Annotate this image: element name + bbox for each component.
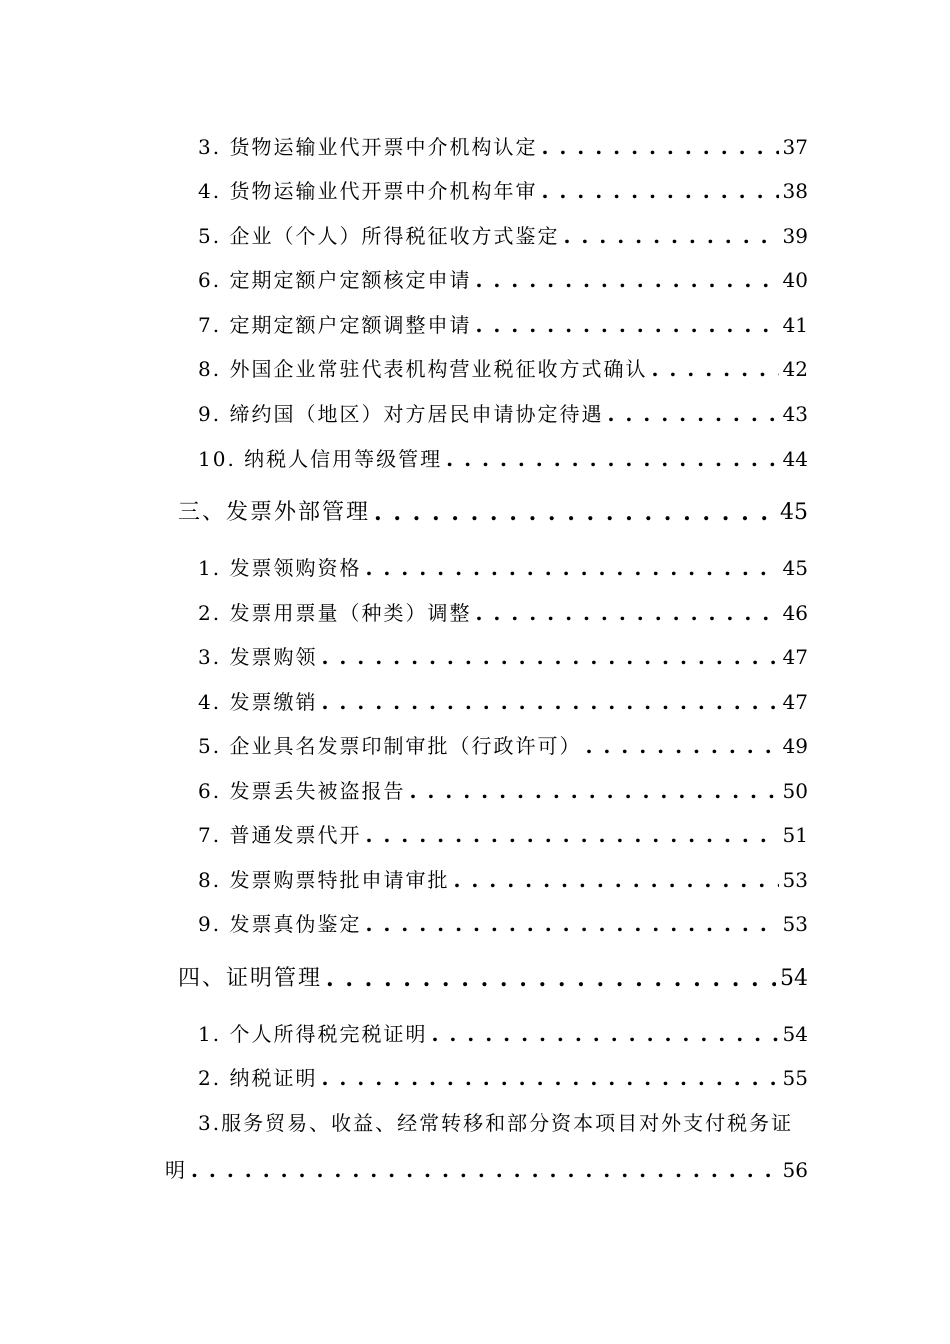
toc-entry-page: 47 bbox=[782, 645, 808, 669]
toc-section-heading[interactable] bbox=[178, 964, 808, 994]
toc-entry-page: 56 bbox=[782, 1158, 808, 1182]
toc-entry-page: 42 bbox=[782, 357, 808, 381]
toc-entry-label: 10. 纳税人信用等级管理 bbox=[198, 447, 443, 471]
dot-leader bbox=[651, 354, 778, 384]
toc-entry[interactable] bbox=[198, 444, 808, 474]
toc-entry[interactable] bbox=[198, 687, 808, 717]
dot-leader bbox=[446, 444, 778, 474]
toc-entry[interactable] bbox=[198, 642, 808, 672]
toc-entry-label: 1. 个人所得税完税证明 bbox=[198, 1022, 428, 1046]
toc-entry-page: 55 bbox=[782, 1066, 808, 1090]
toc-entry-page: 53 bbox=[782, 868, 808, 892]
toc-entry[interactable] bbox=[198, 399, 808, 429]
toc-entry-wrapped-first-line[interactable]: 3.服务贸易、收益、经常转移和部分资本项目对外支付税务证 bbox=[198, 1111, 794, 1135]
dot-leader bbox=[541, 132, 778, 162]
dot-leader bbox=[541, 176, 778, 206]
toc-entry-label: 3. 发票购领 bbox=[198, 645, 318, 669]
toc-entry-label: 明 bbox=[165, 1158, 187, 1182]
toc-entry-label: 5. 企业（个人）所得税征收方式鉴定 bbox=[198, 224, 560, 248]
dot-leader bbox=[365, 553, 778, 583]
toc-entry-label: 7. 普通发票代开 bbox=[198, 823, 362, 847]
dot-leader bbox=[191, 1155, 779, 1185]
dot-leader bbox=[585, 731, 778, 761]
toc-entry-page: 50 bbox=[782, 779, 808, 803]
toc-entry[interactable] bbox=[198, 909, 808, 939]
toc-entry[interactable] bbox=[198, 553, 808, 583]
dot-leader bbox=[409, 776, 778, 806]
dot-leader bbox=[365, 909, 778, 939]
toc-entry[interactable] bbox=[198, 265, 808, 295]
toc-entry[interactable] bbox=[198, 731, 808, 761]
toc-entry-label: 9. 缔约国（地区）对方居民申请协定待遇 bbox=[198, 402, 604, 426]
toc-entry[interactable] bbox=[198, 1019, 808, 1049]
toc-section-page: 45 bbox=[780, 500, 808, 525]
dot-leader bbox=[607, 399, 778, 429]
toc-entry-page: 43 bbox=[782, 402, 808, 426]
toc-entry[interactable] bbox=[198, 221, 808, 251]
toc-entry-page: 41 bbox=[782, 313, 808, 337]
dot-leader bbox=[321, 687, 778, 717]
toc-entry[interactable] bbox=[198, 820, 808, 850]
toc-section-label: 四、证明管理 bbox=[178, 966, 323, 991]
toc-entry-page: 53 bbox=[782, 912, 808, 936]
toc-entry-label: 5. 企业具名发票印制审批（行政许可） bbox=[198, 734, 582, 758]
toc-entry-label: 8. 发票购票特批申请审批 bbox=[198, 868, 450, 892]
toc-entry-page: 51 bbox=[782, 823, 808, 847]
toc-entry-label: 1. 发票领购资格 bbox=[198, 556, 362, 580]
toc-entry[interactable] bbox=[198, 1063, 808, 1093]
toc-entry[interactable] bbox=[198, 132, 808, 162]
toc-entry-label: 2. 纳税证明 bbox=[198, 1066, 318, 1090]
toc-entry-page: 45 bbox=[782, 556, 808, 580]
toc-entry-page: 46 bbox=[782, 601, 808, 625]
dot-leader bbox=[374, 498, 776, 528]
toc-section-label: 三、发票外部管理 bbox=[178, 500, 371, 525]
dot-leader bbox=[365, 820, 778, 850]
toc-entry-page: 47 bbox=[782, 690, 808, 714]
dot-leader bbox=[563, 221, 778, 251]
dot-leader bbox=[326, 964, 776, 994]
toc-entry-label: 2. 发票用票量（种类）调整 bbox=[198, 601, 472, 625]
dot-leader bbox=[431, 1019, 778, 1049]
toc-entry-label: 7. 定期定额户定额调整申请 bbox=[198, 313, 472, 337]
toc-entry-page: 38 bbox=[782, 179, 808, 203]
toc-entry-page: 54 bbox=[782, 1022, 808, 1046]
toc-section-page: 54 bbox=[780, 966, 808, 991]
toc-entry[interactable] bbox=[198, 776, 808, 806]
dot-leader bbox=[453, 865, 778, 895]
toc-entry-label: 6. 发票丢失被盗报告 bbox=[198, 779, 406, 803]
toc-entry[interactable] bbox=[198, 310, 808, 340]
toc-entry-label: 9. 发票真伪鉴定 bbox=[198, 912, 362, 936]
toc-entry-label: 6. 定期定额户定额核定申请 bbox=[198, 268, 472, 292]
toc-entry-label: 4. 发票缴销 bbox=[198, 690, 318, 714]
toc-entry[interactable] bbox=[198, 598, 808, 628]
toc-entry-page: 39 bbox=[782, 224, 808, 248]
toc-entry-page: 37 bbox=[782, 135, 808, 159]
toc-entry-page: 49 bbox=[782, 734, 808, 758]
dot-leader bbox=[475, 598, 778, 628]
dot-leader bbox=[475, 265, 778, 295]
toc-entry[interactable] bbox=[198, 354, 808, 384]
toc-entry-label: 4. 货物运输业代开票中介机构年审 bbox=[198, 179, 538, 203]
toc-entry[interactable] bbox=[198, 865, 808, 895]
toc-entry-label: 3. 货物运输业代开票中介机构认定 bbox=[198, 135, 538, 159]
toc-entry-label: 8. 外国企业常驻代表机构营业税征收方式确认 bbox=[198, 357, 648, 381]
toc-section-heading[interactable] bbox=[178, 498, 808, 528]
toc-entry[interactable] bbox=[198, 176, 808, 206]
toc-entry-page: 40 bbox=[782, 268, 808, 292]
toc-entry-wrapped-continuation[interactable] bbox=[165, 1155, 808, 1185]
dot-leader bbox=[321, 1063, 778, 1093]
dot-leader bbox=[321, 642, 778, 672]
dot-leader bbox=[475, 310, 778, 340]
toc-entry-page: 44 bbox=[782, 447, 808, 471]
